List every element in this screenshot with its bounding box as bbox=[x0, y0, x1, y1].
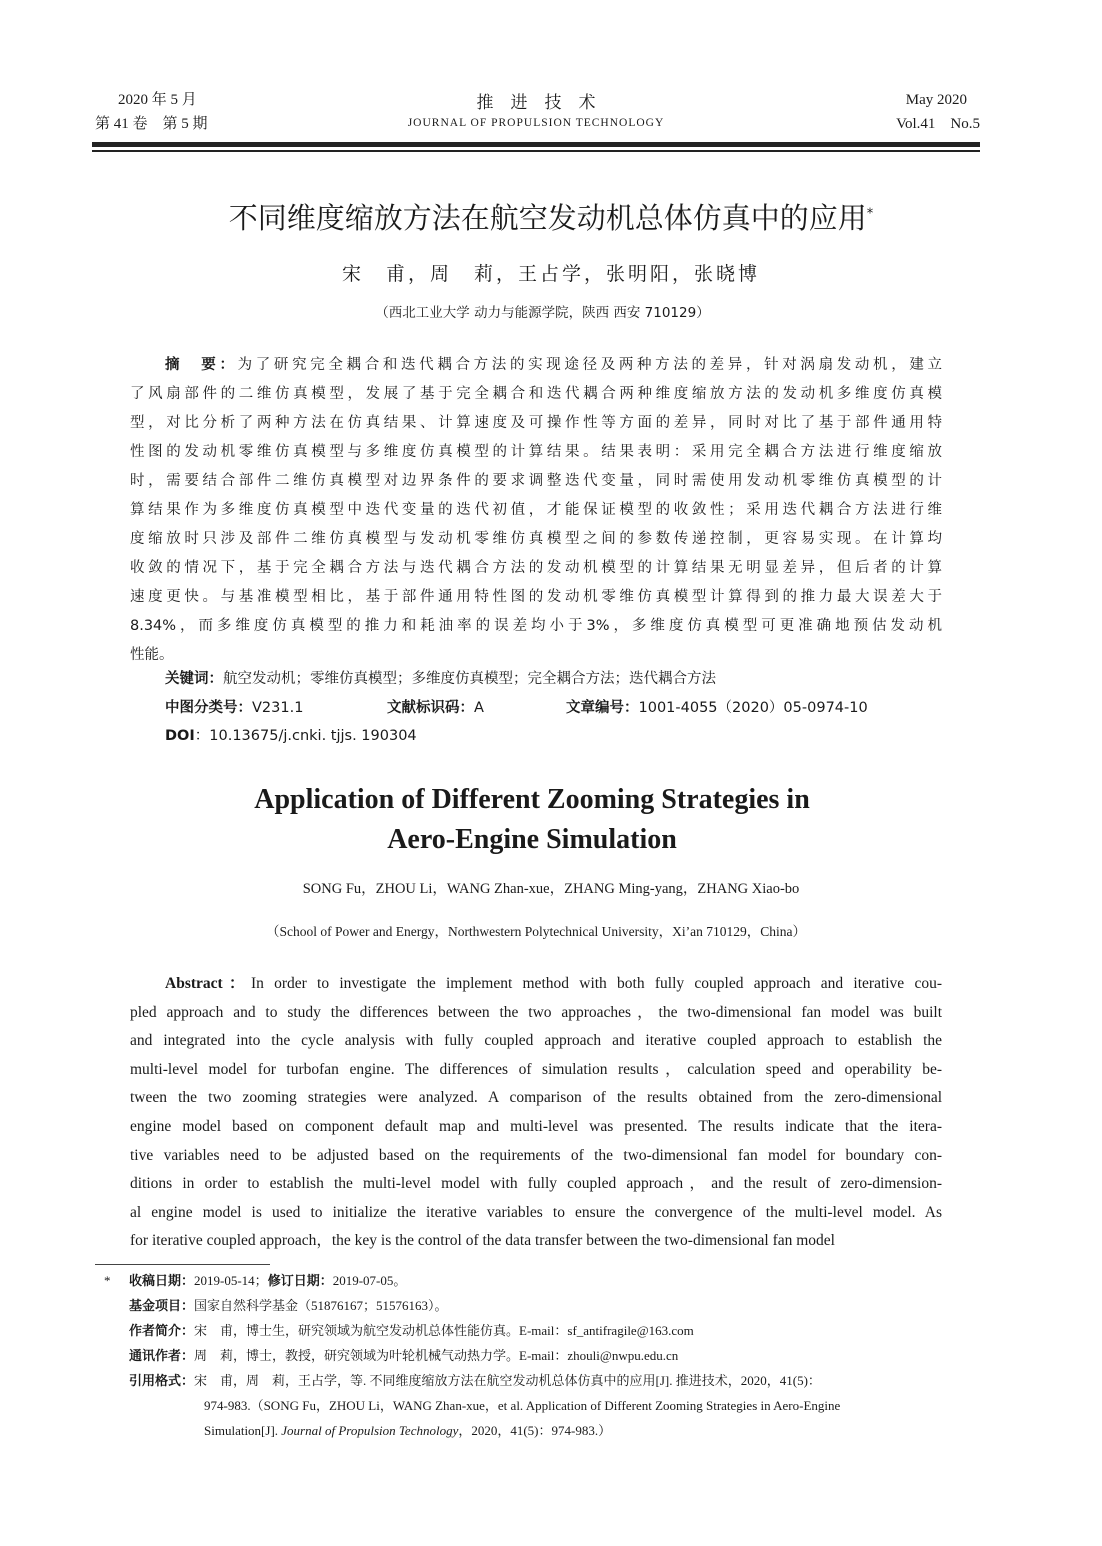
corresponding-label: 通讯作者： bbox=[129, 1348, 195, 1363]
fund-text: 国家自然科学基金（51876167；51576163）。 bbox=[194, 1298, 448, 1313]
author-bio-label: 作者简介： bbox=[129, 1323, 195, 1338]
citation-line: 974-983.（SONG Fu，ZHOU Li，WANG Zhan-xue，et al. Application of Different Zooming Strategies in Aero-Engine bbox=[204, 1398, 841, 1413]
header-rule-thin bbox=[92, 150, 980, 152]
keywords-cn bbox=[165, 665, 716, 694]
abstract-line: 速度更快。与基准模型相比，基于部件通用特性图的发动机零维仿真模型计算得到的推力最大误差大于 bbox=[130, 589, 942, 605]
citation-line: 宋 甫，周 莉，王占学，等. 不同维度缩放方法在航空发动机总体仿真中的应用[J]. 推进技术，2020，41(5)： bbox=[194, 1373, 821, 1388]
paper-title-en bbox=[0, 780, 1064, 860]
header-volume-cn: 第 41 卷 第 5 期 bbox=[95, 116, 208, 132]
classification-row bbox=[165, 694, 868, 723]
title-en-line: Aero-Engine Simulation bbox=[387, 824, 677, 855]
abstract-line: and integrated into the cycle analysis with fully coupled approach and iterative coupled approach to establish the bbox=[130, 1032, 942, 1050]
keywords-label: 关键词： bbox=[165, 671, 223, 687]
footnote-corresponding bbox=[104, 1343, 964, 1368]
affiliation-cn: （西北工业大学 动力与能源学院，陕西 西安 710129） bbox=[375, 305, 710, 321]
title-cn-text: 不同维度缩放方法在航空发动机总体仿真中的应用 bbox=[228, 201, 867, 235]
citation-text: Simulation[J]. bbox=[204, 1423, 282, 1438]
clc-value: V231.1 bbox=[252, 700, 304, 716]
abstract-line bbox=[130, 351, 942, 380]
article-number-value: 1001-4055（2020）05-0974-10 bbox=[638, 700, 868, 716]
citation-journal: Journal of Propulsion Technology bbox=[281, 1423, 459, 1438]
footnote-author bbox=[104, 1318, 964, 1343]
abstract-line: 型，对比分析了两种方法在仿真结果、计算速度及可操作性等方面的差异，同时对比了基于部件通用特 bbox=[130, 415, 942, 431]
doc-code-value: A bbox=[474, 700, 484, 716]
header-journal-cn: 推 进 技 术 bbox=[476, 93, 596, 113]
header-journal-en: JOURNAL OF PROPULSION TECHNOLOGY bbox=[407, 117, 665, 129]
doi-label: DOI bbox=[165, 728, 195, 744]
citation-line-last bbox=[104, 1418, 964, 1443]
doc-code-label: 文献标识码： bbox=[387, 700, 474, 716]
citation-label: 引用格式： bbox=[129, 1373, 195, 1388]
abstract-line: 性能。 bbox=[130, 647, 174, 663]
footnote-separator bbox=[95, 1264, 270, 1265]
abstract-line: 时，需要结合部件二维仿真模型对边界条件的要求调整迭代变量，同时需使用发动机零维仿真模型的计 bbox=[130, 473, 942, 489]
abstract-cn bbox=[130, 351, 942, 670]
received-date: 2019-05-14； bbox=[194, 1273, 268, 1288]
corresponding-text: 周 莉，博士，教授，研究领域为叶轮机械气动热力学。E-mail：zhouli@nwpu.edu.cn bbox=[194, 1348, 679, 1363]
footnote-fund bbox=[104, 1293, 964, 1318]
abstract-line: multi-level model for turbofan engine. The differences of simulation results，calculation speed and operability be- bbox=[130, 1060, 942, 1078]
footnote-dates bbox=[104, 1268, 964, 1293]
affiliation-en: （School of Power and Energy，Northwestern Polytechnical University，Xi’an 710129，China） bbox=[265, 924, 807, 939]
title-footnote-mark: * bbox=[866, 206, 874, 222]
authors-cn: 宋 甫，周 莉，王占学，张明阳，张晓博 bbox=[341, 263, 760, 285]
abstract-line: 收敛的情况下，基于完全耦合方法与迭代耦合方法的发动机模型的计算结果无明显差异，但后者的计算 bbox=[130, 560, 942, 576]
abstract-line: 8.34%，而多维度仿真模型的推力和耗油率的误差均小于3%，多维度仿真模型可更准确地预估发动机 bbox=[130, 618, 942, 634]
abstract-line: for iterative coupled approach，the key is the control of the data transfer between the two-dimensional fan model bbox=[130, 1232, 835, 1250]
fund-label: 基金项目： bbox=[129, 1298, 195, 1313]
revised-label: 修订日期： bbox=[267, 1273, 333, 1288]
header-rule-thick bbox=[92, 142, 980, 147]
abstract-line-text: 为了研究完全耦合和迭代耦合方法的实现途径及两种方法的差异，针对涡扇发动机，建立 bbox=[237, 357, 942, 373]
authors-en: SONG Fu，ZHOU Li，WANG Zhan-xue，ZHANG Ming-yang，ZHANG Xiao-bo bbox=[302, 881, 800, 897]
article-number-label: 文章编号： bbox=[566, 700, 639, 716]
footnote-citation bbox=[104, 1368, 964, 1393]
abstract-en bbox=[130, 970, 942, 1256]
abstract-line: tween the two zooming strategies were analyzed. A comparison of the results obtained from the zero-dimensional bbox=[130, 1089, 942, 1107]
abstract-line: 了风扇部件的二维仿真模型，发展了基于完全耦合和迭代耦合两种维度缩放方法的发动机多维度仿真模 bbox=[130, 386, 942, 402]
abstract-label: 摘 要： bbox=[165, 357, 238, 373]
abstract-line: 算结果作为多维度仿真模型中迭代变量的迭代初值，才能保证模型的收敛性；采用迭代耦合方法进行维 bbox=[130, 502, 942, 518]
abstract-label: Abstract： bbox=[165, 975, 251, 992]
author-bio-text: 宋 甫，博士生，研究领域为航空发动机总体性能仿真。E-mail：sf_antifragile@163.com bbox=[194, 1323, 694, 1338]
doi-row bbox=[165, 722, 417, 751]
abstract-line: tive variables need to be adjusted based on the requirements of the two-dimensional fan model for boundary con- bbox=[130, 1146, 942, 1164]
received-label: 收稿日期： bbox=[129, 1273, 195, 1288]
abstract-line: ditions in order to establish the multi-level model with fully coupled approach，and the result of zero-dimension- bbox=[130, 1175, 942, 1193]
keywords-text: 航空发动机；零维仿真模型；多维度仿真模型；完全耦合方法；迭代耦合方法 bbox=[223, 671, 716, 687]
citation-text: ，2020，41(5)：974-983.） bbox=[458, 1423, 612, 1438]
clc-label: 中图分类号： bbox=[165, 700, 252, 716]
header-date-cn: 2020 年 5 月 bbox=[118, 92, 197, 108]
footnote-mark: * bbox=[104, 1273, 111, 1288]
paper-title-cn bbox=[0, 196, 1102, 237]
abstract-line bbox=[130, 970, 942, 999]
abstract-line: engine model based on component default map and multi-level was presented. The results indicate that the itera- bbox=[130, 1117, 942, 1135]
footnotes bbox=[104, 1268, 964, 1443]
doi-value: ：10.13675/j.cnki. tjjs. 190304 bbox=[194, 728, 417, 744]
abstract-line: al engine model is used to initialize the iterative variables to ensure the convergence of the multi-level model. As bbox=[130, 1203, 942, 1221]
abstract-line: 度缩放时只涉及部件二维仿真模型与发动机零维仿真模型之间的参数传递控制，更容易实现。在计算均 bbox=[130, 531, 942, 547]
header-volume-en: Vol.41 No.5 bbox=[896, 116, 980, 132]
title-en-line: Application of Different Zooming Strategies in bbox=[254, 784, 810, 815]
abstract-line-text: In order to investigate the implement method with both fully coupled approach and iterative cou- bbox=[250, 975, 942, 992]
header-date-en: May 2020 bbox=[905, 92, 967, 108]
abstract-line: pled approach and to study the differences between the two approaches，the two-dimensional fan model was built bbox=[130, 1003, 942, 1021]
revised-date: 2019-07-05。 bbox=[332, 1273, 407, 1288]
abstract-line: 性图的发动机零维仿真模型与多维度仿真模型的计算结果。结果表明：采用完全耦合方法进行维度缩放 bbox=[130, 444, 942, 460]
